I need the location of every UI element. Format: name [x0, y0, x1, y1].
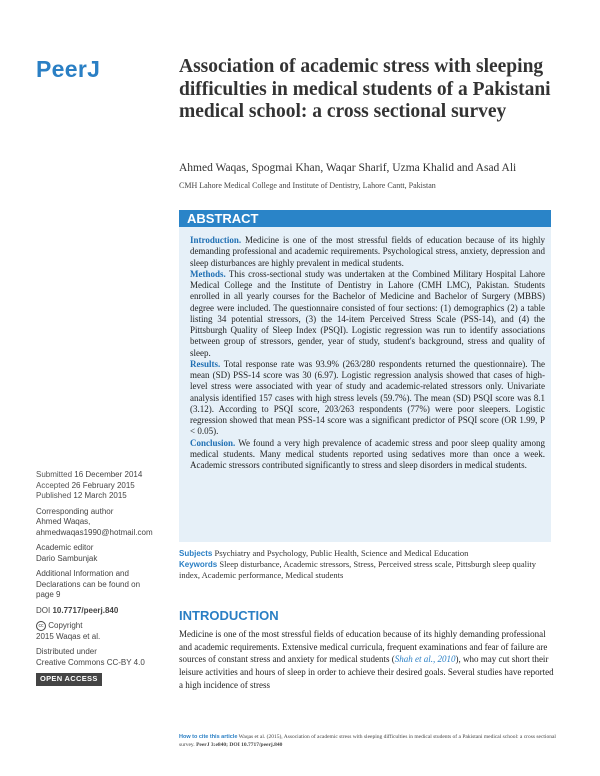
creative-commons-icon: cc: [36, 621, 46, 631]
how-to-cite-label: How to cite this article: [179, 734, 238, 740]
doi-label: DOI: [36, 605, 51, 615]
author-list: Ahmed Waqas, Spogmai Khan, Waqar Sharif, Uzma Khalid and Asad Ali: [179, 162, 517, 174]
corresponding-email[interactable]: ahmedwaqas1990@hotmail.com: [36, 527, 153, 537]
copyright-value: 2015 Waqas et al.: [36, 631, 101, 641]
how-to-cite-ref: PeerJ 3:e840; DOI 10.7717/peerj.840: [196, 741, 283, 748]
subjects-label: Subjects: [179, 549, 213, 558]
published-date: 12 March 2015: [73, 491, 127, 500]
citation-link[interactable]: Shah et al., 2010: [394, 654, 456, 665]
affiliation: CMH Lahore Medical College and Institute of Dentistry, Lahore Cantt, Pakistan: [179, 181, 436, 190]
subjects-keywords: [179, 548, 549, 581]
abstract-methods-text: This cross-sectional study was undertaken at the Combined Military Hospital Lahore Medical College and the Institute of Dentistry in Lahore (CMH LMC), Pakistan. Students enrolled in all yearly courses for the Bachelor of Medicine and Bachelor of Surgery (MBBS) degree were included. The questionnaire consisted of four sections: (1) demographics (2) a table listing 34 potential stressors, (3) the 14-item Perceived Stress Scale (PSS-14), and (4) the Pittsburgh Quality of Sleep Index (PSQI). Logistic regression was run to identify associations between group of stressors, gender, year of study, student's background, stress and quality of sleep.: [190, 268, 545, 358]
article-info-sidebar: [36, 470, 156, 686]
abstract-heading: ABSTRACT: [179, 210, 551, 227]
abstract-conclusion-label: Conclusion.: [190, 437, 236, 448]
editor-label: Academic editor: [36, 543, 94, 552]
intro-text-part2: ), who may cut short their leisure activities and hours of sleep in order to achieve their desired goals. Several studies have reported a high incidence of stress: [179, 654, 554, 690]
introduction-paragraph: [179, 628, 559, 692]
introduction-heading: INTRODUCTION: [179, 608, 279, 623]
abstract-intro-text: Medicine is one of the most stressful fields of education because of its highly demanding professional and academic requirements. Psychological stress, anxiety, depression and sleep disturbances are highly prevalent in medical students.: [190, 235, 546, 268]
intro-text-part1: Medicine is one of the most stressful fields of education because of its highly demanding professional and academic requirements. Extensive medical curricula, frequent examinations and fear of failure are sources of constant stress and anxiety for medical students (: [179, 629, 548, 665]
additional-info-link[interactable]: Additional Information and Declarations can be found on page 9: [36, 569, 141, 599]
keywords-label: Keywords: [179, 560, 218, 569]
corresponding-name: Ahmed Waqas,: [36, 517, 91, 526]
submitted-label: Submitted: [36, 470, 73, 479]
doi-link[interactable]: 10.7717/peerj.840: [52, 605, 119, 615]
accepted-date: 26 February 2015: [71, 480, 135, 490]
how-to-cite: [179, 734, 559, 749]
corresponding-label: Corresponding author: [36, 506, 114, 516]
abstract-intro-label: Introduction.: [190, 235, 242, 245]
keywords-list: Sleep disturbance, Academic stressors, Stress, Perceived stress scale, Pittsburgh sleep quality index, Academic performance, Medical students: [179, 559, 536, 580]
subjects-list: Psychiatry and Psychology, Public Health, Science and Medical Education: [214, 548, 469, 558]
submitted-date: 16 December 2014: [74, 470, 143, 479]
published-label: Published: [36, 491, 72, 500]
abstract-methods-label: Methods.: [190, 268, 226, 279]
abstract-results-text: Total response rate was 93.9% (263/280 respondents returned the questionnaire). The mean (SD) PSS-14 score was 30 (6.97). Logistic regression analysis showed that cases of high-level stress were associated with year of study and academic-related stressors only. Univariate analysis identified 157 cases with high stress levels (59.7%). The mean (SD) PSQI score was 8.1 (3.12). According to PSQI score, 203/263 respondents (77%) were poor sleepers. Logistic regression showed that mean PSS-14 score was a significant predictor of PSQI score (OR 1.99, P < 0.05).: [190, 358, 545, 437]
copyright-label: Copyright: [48, 621, 83, 631]
open-access-badge: OPEN ACCESS: [36, 673, 102, 686]
abstract-conclusion-text: We found a very high prevalence of academic stress and poor sleep quality among medical students. Many medical students reported using sedatives more than once a week. Academic stressors contributed significantly to stress and sleep disorders in medical students.: [190, 437, 546, 470]
how-to-cite-text: Waqas et al. (2015), Association of academic stress with sleeping difficulties in medical students of a Pakistani medical school: a cross sectional survey.: [179, 734, 556, 748]
abstract-body: [190, 235, 545, 471]
peerj-logo: PeerJ: [36, 56, 101, 82]
editor-name: Dario Sambunjak: [36, 553, 98, 563]
article-title: Association of academic stress with sleeping difficulties in medical students of a Pakistani medical school: a cross sectional survey: [179, 56, 551, 122]
distributed-label: Distributed under: [36, 647, 97, 657]
abstract-results-label: Results.: [190, 358, 221, 369]
accepted-label: Accepted: [36, 480, 70, 490]
license-link[interactable]: Creative Commons CC-BY 4.0: [36, 657, 145, 667]
